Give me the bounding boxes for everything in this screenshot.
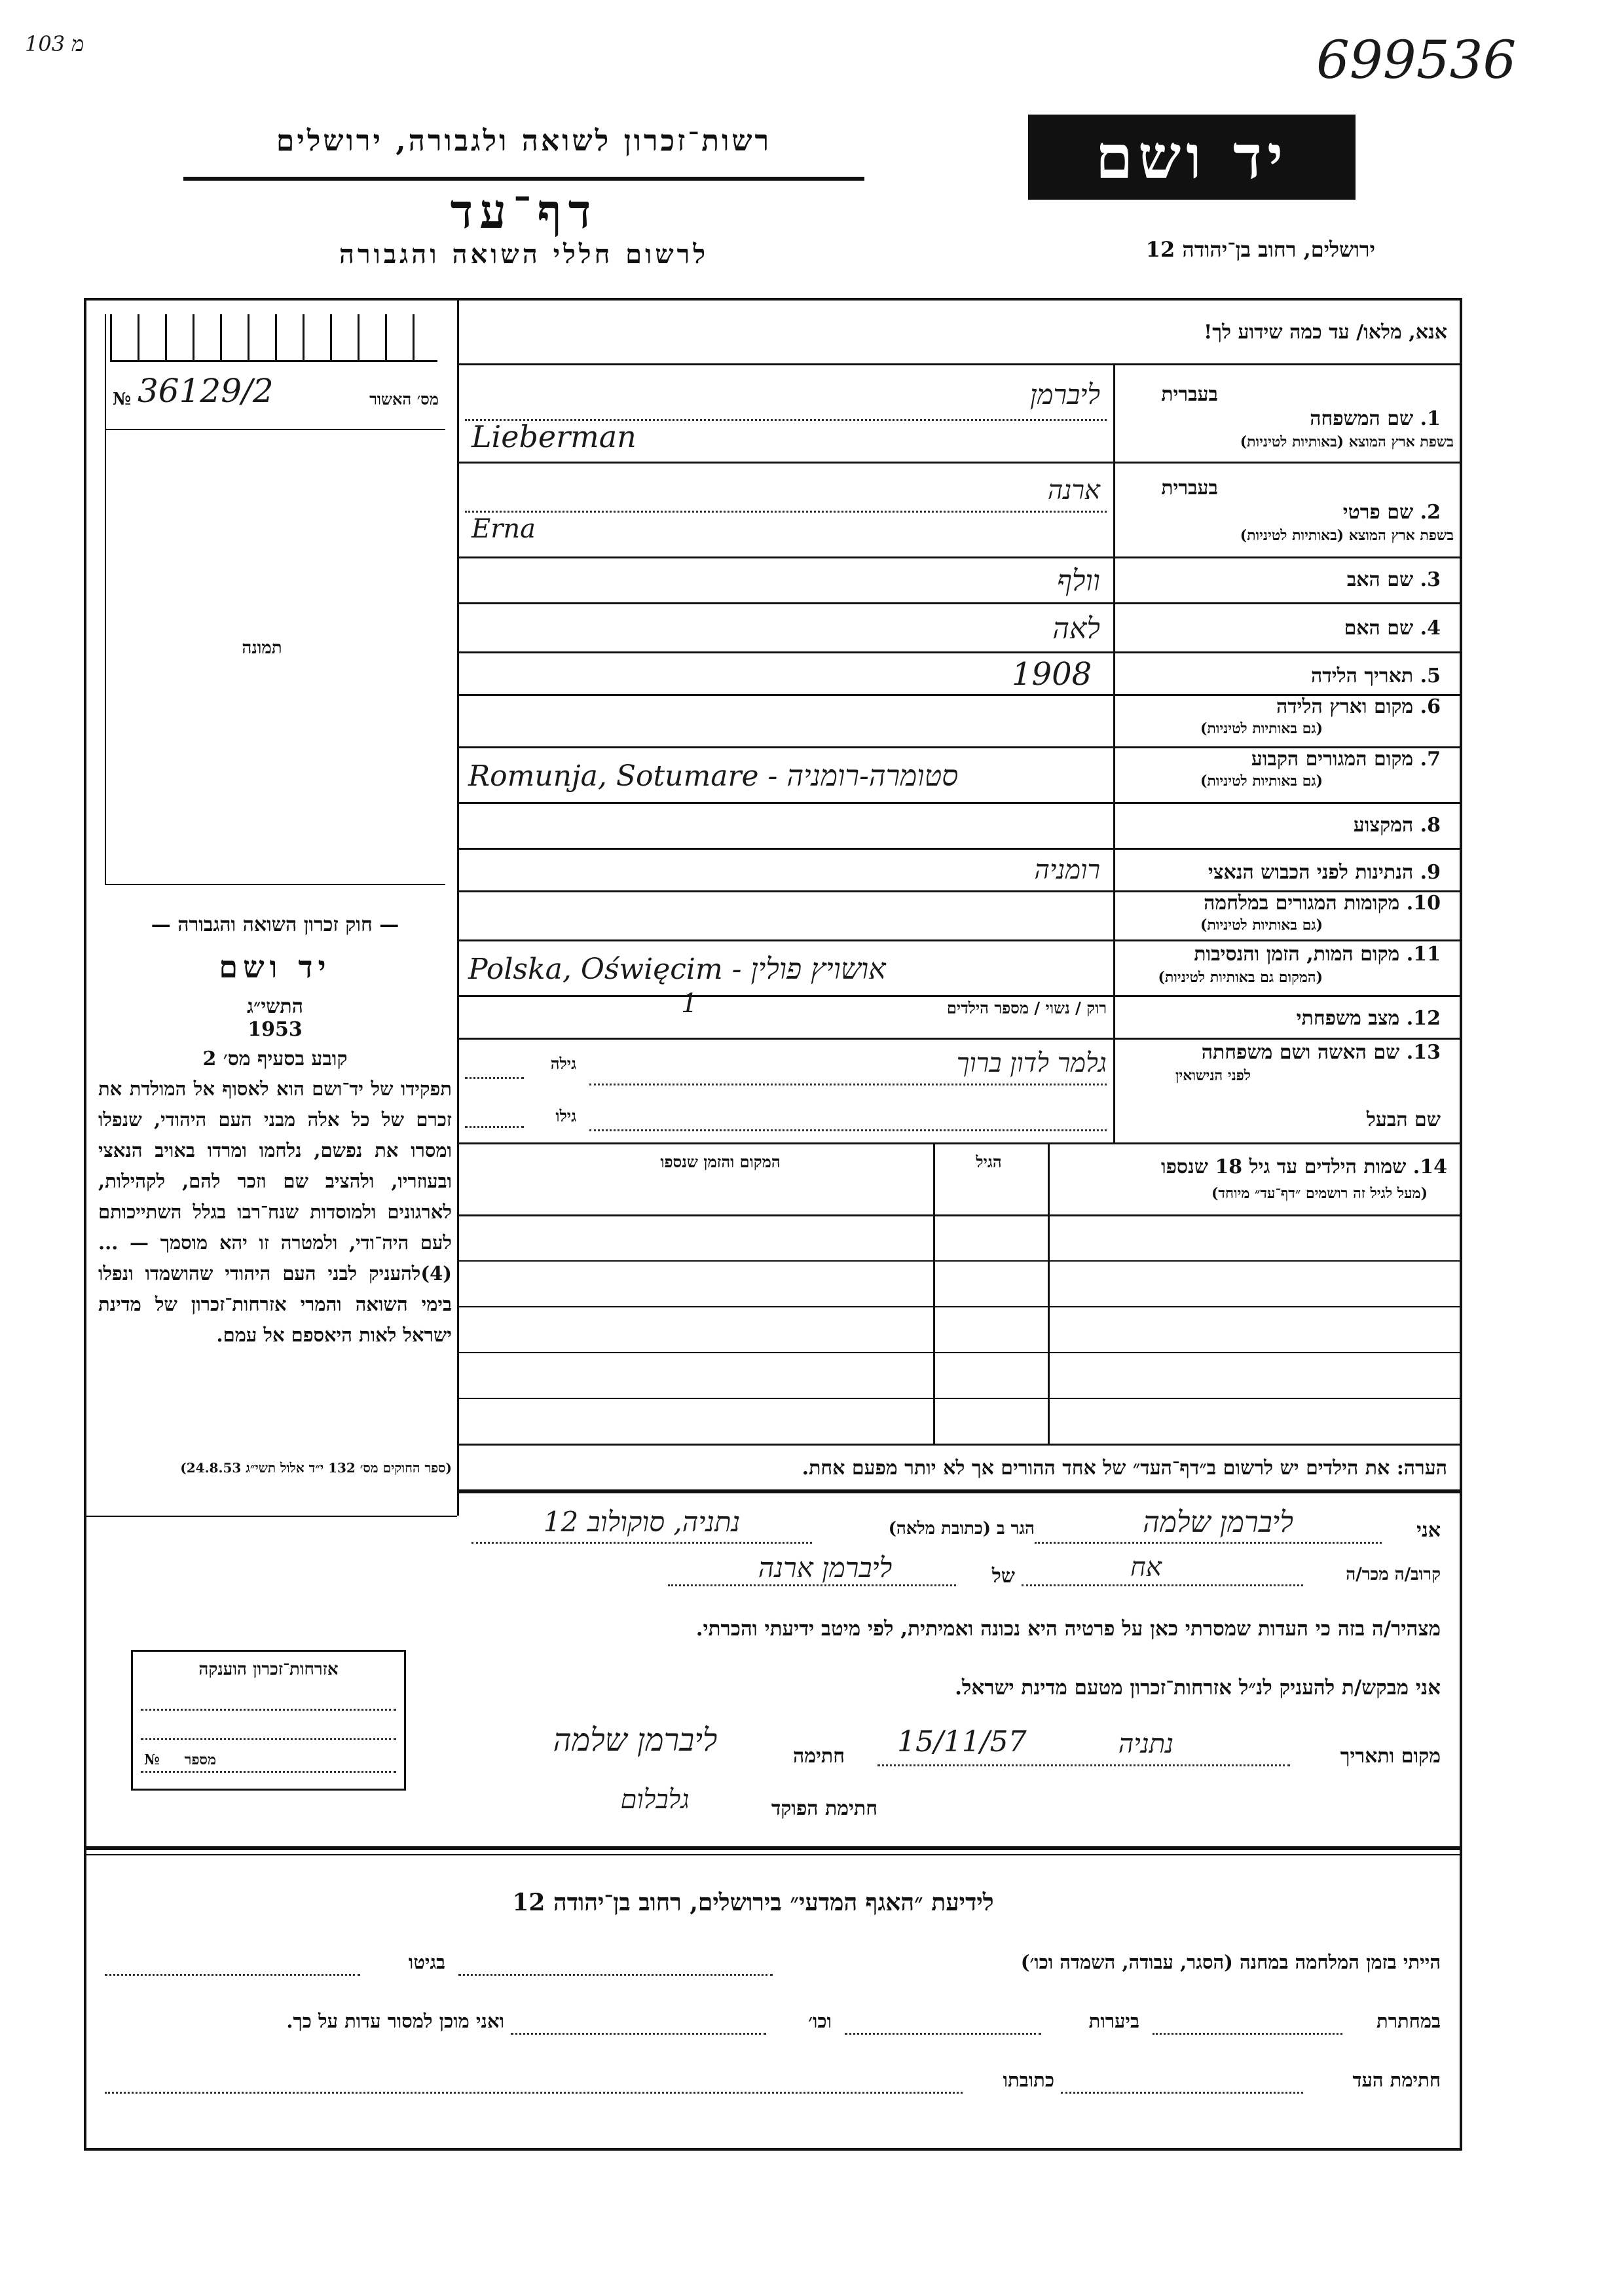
f14-table-bottom [457, 1444, 1462, 1446]
f13-line [589, 1084, 1107, 1085]
footer-line1-end: בגיטו [408, 1951, 445, 1973]
footer-line1-start: הייתי בזמן המלחמה במחנה (הסגר, עבודה, השמדה וכו׳) [1020, 1951, 1441, 1973]
labels-column-divider [1113, 363, 1115, 1142]
left-column-divider [457, 298, 459, 1516]
footer-line2-b: ביערות [1088, 2010, 1139, 2032]
f4-value: לאה [1052, 612, 1100, 646]
children-note: הערה: את הילדים יש לרשום ב״דף־העד״ של אחד ההורים אך לא יותר מפעם אחת. [802, 1457, 1447, 1480]
f7-rule [457, 802, 1462, 804]
f14-label: 14. שמות הילדים עד גיל 18 שנספו [1160, 1156, 1447, 1178]
f10-label: 10. מקומות המגורים במלחמה [1204, 892, 1441, 915]
f1-latin-value: Lieberman [471, 419, 637, 454]
f1-rule [457, 462, 1462, 464]
photo-box-bottom [105, 884, 445, 885]
decl-i-label: אני [1416, 1519, 1441, 1542]
decl-officer-value: גלבלום [620, 1785, 690, 1815]
husband-label: שם הבעל [1366, 1108, 1441, 1131]
footer-rule-thin [84, 1854, 1462, 1855]
f2-hint: בשפת ארץ המוצא (באותיות לטיניות) [1240, 527, 1454, 544]
f14-row-1 [457, 1260, 1462, 1262]
f14-row-3 [457, 1352, 1462, 1353]
footer-line2-a: במחתרת [1376, 2010, 1441, 2032]
f5-label: 5. תאריך הלידה [1311, 665, 1441, 687]
footer-line3-b: כתובתו [1003, 2069, 1054, 2091]
footer-line2-fill-a [1153, 2033, 1342, 2035]
f11-rule [457, 995, 1462, 997]
f14-row-2 [457, 1306, 1462, 1307]
f13-value: גלמר לדון ברוך [956, 1048, 1107, 1078]
f4-rule [457, 651, 1462, 653]
f14-col-age: הגיל [976, 1152, 1002, 1171]
f13-age-line [465, 1077, 524, 1079]
decl-i-value: ליברמן שלמה [1143, 1506, 1293, 1539]
f12-rule [457, 1038, 1462, 1040]
law-title: — חוק זכרון השואה והגבורה — [151, 913, 399, 936]
f10-hint: (גם באותיות לטיניות) [1200, 917, 1323, 934]
note-rule [457, 1489, 1462, 1493]
f7-value: Romunja, Sotumare - סטומרה-רומניה [468, 759, 959, 793]
footer-line2-d: ואני מוכן למסור עדות על כך. [286, 2010, 504, 2032]
f1-heb-tag: בעברית [1161, 383, 1218, 406]
form-prompt: אנא, מלאו/ עד כמה שידוע לך! [1204, 321, 1447, 344]
f2-latin-value: Erna [471, 514, 536, 544]
f6-label: 6. מקום וארץ הלידה [1276, 695, 1441, 718]
husband-age-label: גילו [555, 1106, 576, 1125]
footer-line3-fill-a [1061, 2092, 1303, 2094]
f8-rule [457, 848, 1462, 850]
decl-statement: מצהיר/ה בזה כי העדות שמסרתי כאן על פרטיה היא נכונה ואמיתית, לפי מיטב ידיעתי והכרתי. [695, 1617, 1441, 1641]
f2-heb-line [465, 511, 1107, 513]
prompt-rule [457, 363, 1462, 365]
decl-signature-value: ליברמן שלמה [553, 1722, 718, 1758]
law-year: 1953 [248, 1018, 303, 1041]
f9-label: 9. הנתינות לפני הכבוש הנאצי [1208, 861, 1441, 884]
f11-hint: (המקום גם באותיות לטיניות) [1158, 969, 1323, 986]
f12-label: 12. מצב משפחתי [1296, 1007, 1441, 1030]
memorial-number-label: מספר [184, 1751, 216, 1768]
f7-hint: (גם באותיות לטיניות) [1200, 773, 1323, 790]
decl-date-value: 15/11/57 [897, 1725, 1027, 1758]
memorial-line-1 [141, 1709, 396, 1711]
f1-label: 1. שם המשפחה [1310, 407, 1441, 430]
f11-label: 11. מקום המות, הזמן והנסיבות [1194, 943, 1441, 966]
law-clause: קובע בסעיף מס׳ 2 [202, 1048, 348, 1070]
f3-value: וולף [1057, 564, 1100, 598]
law-year-heb: התשי״ג [247, 995, 303, 1018]
f13-rule [457, 1142, 1462, 1144]
footer-line3-fill-b [105, 2092, 963, 2094]
org-underline [183, 177, 864, 181]
husband-age-line [465, 1126, 524, 1128]
f2-label: 2. שם פרטי [1342, 501, 1441, 524]
law-body: תפקידו של יד־ושם הוא לאסוף אל המולדת את זכרם של כל אלה מבני העם היהודי, שנפלו ומסרו את נפשם, נלחמו ומרדו באויב הנאצי ובעוזריו, ולהציב שם וזכר להם, לקהילות, לארגונים ולמוסדות שנח־רבו בגלל השתייכותם לעם היה־ודי, ולמטרה זו יהא מוסמך — ...(4)להעניק לבני העם היהודי שהושמדו ונפלו בימי השואה והמרי אזרחות־זכרון של מדינת ישראל לאות היאספם אל עמם. [98, 1078, 452, 1346]
f5-value: 1908 [1012, 656, 1092, 693]
memorial-box-title: אזרחות־זכרון הוענקה [198, 1660, 339, 1679]
f4-label: 4. שם האם [1344, 617, 1441, 640]
f13-age-label: גילה [550, 1054, 576, 1073]
memorial-line-2 [141, 1738, 396, 1740]
footer-rule-thick [84, 1846, 1462, 1850]
page-subtitle: לרשום חללי השואה והגבורה [339, 239, 709, 270]
f14-header-rule [457, 1214, 1462, 1216]
decl-signature-label: חתימה [793, 1745, 845, 1768]
f2-heb-value: ארנה [1047, 475, 1100, 505]
f10-rule [457, 939, 1462, 941]
husband-line [589, 1129, 1107, 1131]
decl-resides-value: נתניה, סוקולוב 12 [543, 1506, 741, 1538]
law-ref: (ספר החוקים מס׳ 132 י״ד אלול תשי״ג 24.8.53) [180, 1460, 452, 1476]
memorial-number-sign: № [144, 1751, 160, 1768]
f6-hint: (גם באותיות לטיניות) [1200, 720, 1323, 737]
approval-cells [110, 314, 437, 362]
f12-marital-options: רוק / נשוי / מספר הילדים [946, 998, 1107, 1017]
memorial-number-line [141, 1771, 396, 1773]
approval-number: 36129/2 [138, 372, 274, 410]
decl-place-line [877, 1764, 1290, 1766]
decl-officer-label: חתימת הפוקד [771, 1797, 877, 1820]
f7-label: 7. מקום המגורים הקבוע [1251, 748, 1441, 771]
decl-place-value: נתניה [1118, 1729, 1174, 1759]
photo-box-left [105, 314, 106, 884]
f3-label: 3. שם האב [1346, 568, 1441, 591]
f2-rule [457, 556, 1462, 558]
decl-resides-label: הגר ב (כתובת מלאה) [888, 1519, 1035, 1539]
decl-resides-line [471, 1542, 812, 1544]
f2-heb-tag: בעברית [1161, 477, 1218, 500]
footer-line2-fill-c [511, 2033, 766, 2035]
footer-line3-a: חתימת העד [1352, 2069, 1441, 2091]
yad-vashem-logo: יד ושם [1028, 115, 1356, 200]
decl-request: אני מבקש/ת להעניק לנ״ל אזרחות־זכרון מטעם מדינת ישראל. [955, 1676, 1441, 1700]
law-logo: יד ושם [219, 949, 331, 985]
footer-line1-tail [105, 1974, 360, 1976]
f14-hint: (מעל לגיל זה רושמים ״דף־עד״ מיוחד) [1211, 1185, 1428, 1202]
approval-label: מס׳ האשור [369, 390, 439, 409]
f13-hint: לפני הנישואין [1175, 1067, 1251, 1084]
footer-line1-fill [458, 1974, 773, 1976]
decl-relative-label: קרוב/ה מכר/ה [1346, 1565, 1441, 1584]
corner-number-right: 699536 [1316, 29, 1517, 90]
f8-label: 8. המקצוע [1353, 814, 1441, 837]
f3-rule [457, 602, 1462, 604]
approval-box-bottom [105, 429, 445, 430]
header-address: ירושלים, רחוב בן־יהודה 12 [1145, 237, 1375, 262]
f9-value: רומניה [1034, 855, 1100, 885]
page-title: דף־עד [450, 183, 598, 239]
decl-of-line [668, 1584, 956, 1586]
footer-line2-fill-b [845, 2033, 1041, 2035]
f1-hint: בשפת ארץ המוצא (באותיות לטיניות) [1240, 433, 1454, 450]
f14-col-place: המקום והזמן שנספו [660, 1152, 781, 1171]
org-line: רשות־זכרון לשואה ולגבורה, ירושלים [276, 124, 772, 158]
f1-heb-value: ליברמן [1029, 378, 1100, 410]
f13-label: 13. שם האשה ושם משפחתה [1201, 1041, 1441, 1064]
footer-title: לידיעת ״האגף המדעי״ בירושלים, רחוב בן־יהודה 12 [512, 1889, 994, 1916]
corner-note-left: 103 מ [25, 31, 84, 56]
f12-children-count: 1 [681, 989, 698, 1019]
f11-value: Polska, Oświęcim - אושויץ פולין [468, 953, 886, 986]
decl-of-label: של [991, 1565, 1015, 1588]
decl-of-value: ליברמן ארנה [758, 1552, 893, 1584]
approval-sign: № [113, 390, 132, 409]
decl-place-date-label: מקום ותאריך [1340, 1745, 1441, 1768]
left-col-bottom-rule [84, 1516, 457, 1517]
decl-relative-line [1022, 1584, 1303, 1586]
decl-i-line [1035, 1542, 1382, 1544]
decl-relative-value: אח [1130, 1552, 1162, 1582]
photo-label: תמונה [242, 638, 282, 658]
footer-line2-c: וכו׳ [808, 2010, 832, 2032]
f14-row-4 [457, 1398, 1462, 1399]
